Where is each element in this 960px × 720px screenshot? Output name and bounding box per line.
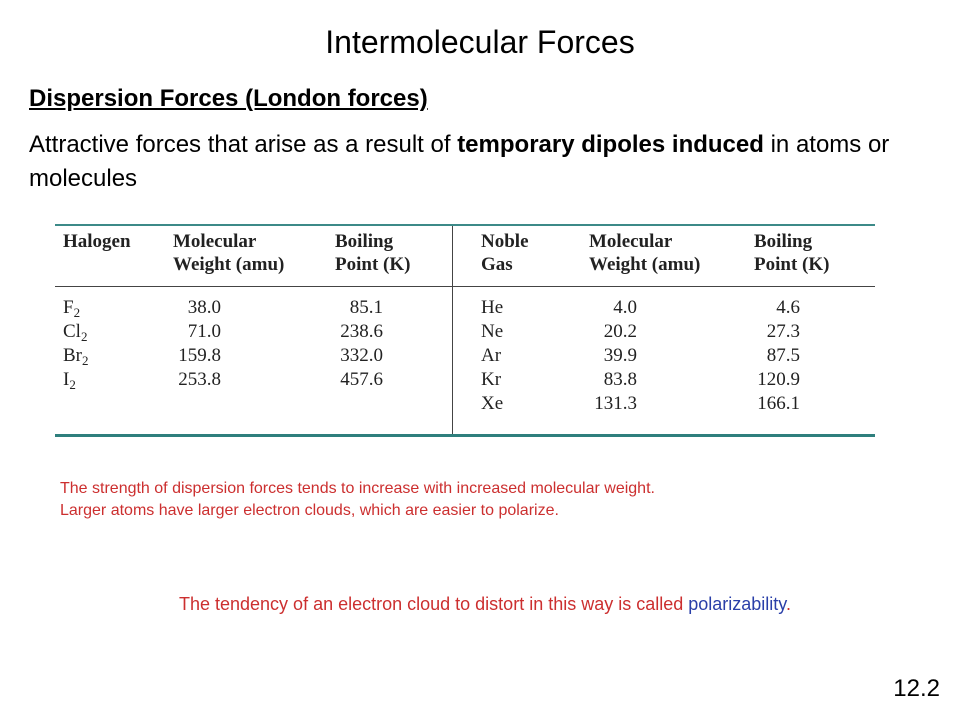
slide-number: 12.2 bbox=[893, 675, 940, 702]
noble-gas-symbol: Kr bbox=[481, 369, 502, 390]
header-halogen: Halogen bbox=[63, 231, 131, 252]
noble-gas-symbol: Ar bbox=[481, 345, 502, 366]
halogen-symbol: $F_2$ bbox=[63, 297, 81, 320]
slide-title: Intermolecular Forces bbox=[325, 24, 635, 60]
halogen-mw: 71.0 bbox=[187, 321, 221, 342]
noble-gas-symbol: Ne bbox=[481, 321, 504, 342]
halogen-mw: 38.0 bbox=[187, 297, 221, 318]
header-mw-left: Molecular Weight (amu) bbox=[173, 231, 285, 275]
noble-gas-symbol: Xe bbox=[481, 393, 504, 414]
header-noble-gas: Noble Gas bbox=[481, 231, 529, 275]
dispersion-note bbox=[60, 478, 920, 522]
definition-bold: temporary dipoles induced bbox=[457, 131, 764, 158]
noble-gas-mw: 83.8 bbox=[603, 369, 637, 390]
noble-gas-bp: 166.1 bbox=[757, 393, 800, 414]
noble-gas-mw: 131.3 bbox=[594, 393, 637, 414]
table-bottom-rule bbox=[55, 434, 875, 437]
definition-part1: Attractive forces that arise as a result of bbox=[29, 131, 458, 158]
halogen-mw: 159.8 bbox=[178, 345, 221, 366]
noble-gas-bp: 27.3 bbox=[766, 321, 800, 342]
halogen-bp: 238.6 bbox=[340, 321, 383, 342]
noble-gas-bp: 4.6 bbox=[776, 297, 800, 318]
header-bp-right: Boiling Point (K) bbox=[754, 231, 830, 275]
noble-gas-mw: 20.2 bbox=[603, 321, 637, 342]
noble-gas-mw: 39.9 bbox=[603, 345, 637, 366]
halogen-bp: 332.0 bbox=[340, 345, 383, 366]
table-top-rule bbox=[55, 224, 875, 226]
table-header-rule bbox=[55, 286, 875, 287]
noble-gas-bp: 120.9 bbox=[757, 369, 800, 390]
halogen-symbol: $Br_2$ bbox=[63, 345, 89, 368]
note-line-2: Larger atoms have larger electron clouds, which are easier to polarize. bbox=[60, 502, 559, 519]
halogen-mw: 253.8 bbox=[178, 369, 221, 390]
boiling-point-table bbox=[55, 224, 875, 438]
tendency-text: The tendency of an electron cloud to distort in this way is called bbox=[178, 594, 689, 614]
tendency-end: . bbox=[785, 594, 791, 614]
section-subtitle: Dispersion Forces (London forces) bbox=[29, 85, 428, 112]
table-divider bbox=[452, 226, 453, 434]
definition-text bbox=[29, 128, 929, 196]
halogen-bp: 85.1 bbox=[349, 297, 383, 318]
header-mw-right: Molecular Weight (amu) bbox=[589, 231, 701, 275]
polarizability-term: polarizability bbox=[688, 594, 786, 614]
polarizability-sentence bbox=[0, 592, 960, 616]
noble-gas-symbol: He bbox=[481, 297, 504, 318]
noble-gas-bp: 87.5 bbox=[766, 345, 800, 366]
halogen-symbol: $Cl_2$ bbox=[63, 321, 88, 344]
header-bp-left: Boiling Point (K) bbox=[335, 231, 411, 275]
halogen-bp: 457.6 bbox=[340, 369, 383, 390]
noble-gas-mw: 4.0 bbox=[613, 297, 637, 318]
definition-part2: in atoms or molecules bbox=[29, 131, 890, 192]
note-line-1: The strength of dispersion forces tends to increase with increased molecular weight. bbox=[60, 480, 655, 497]
halogen-symbol: $I_2$ bbox=[63, 369, 76, 392]
